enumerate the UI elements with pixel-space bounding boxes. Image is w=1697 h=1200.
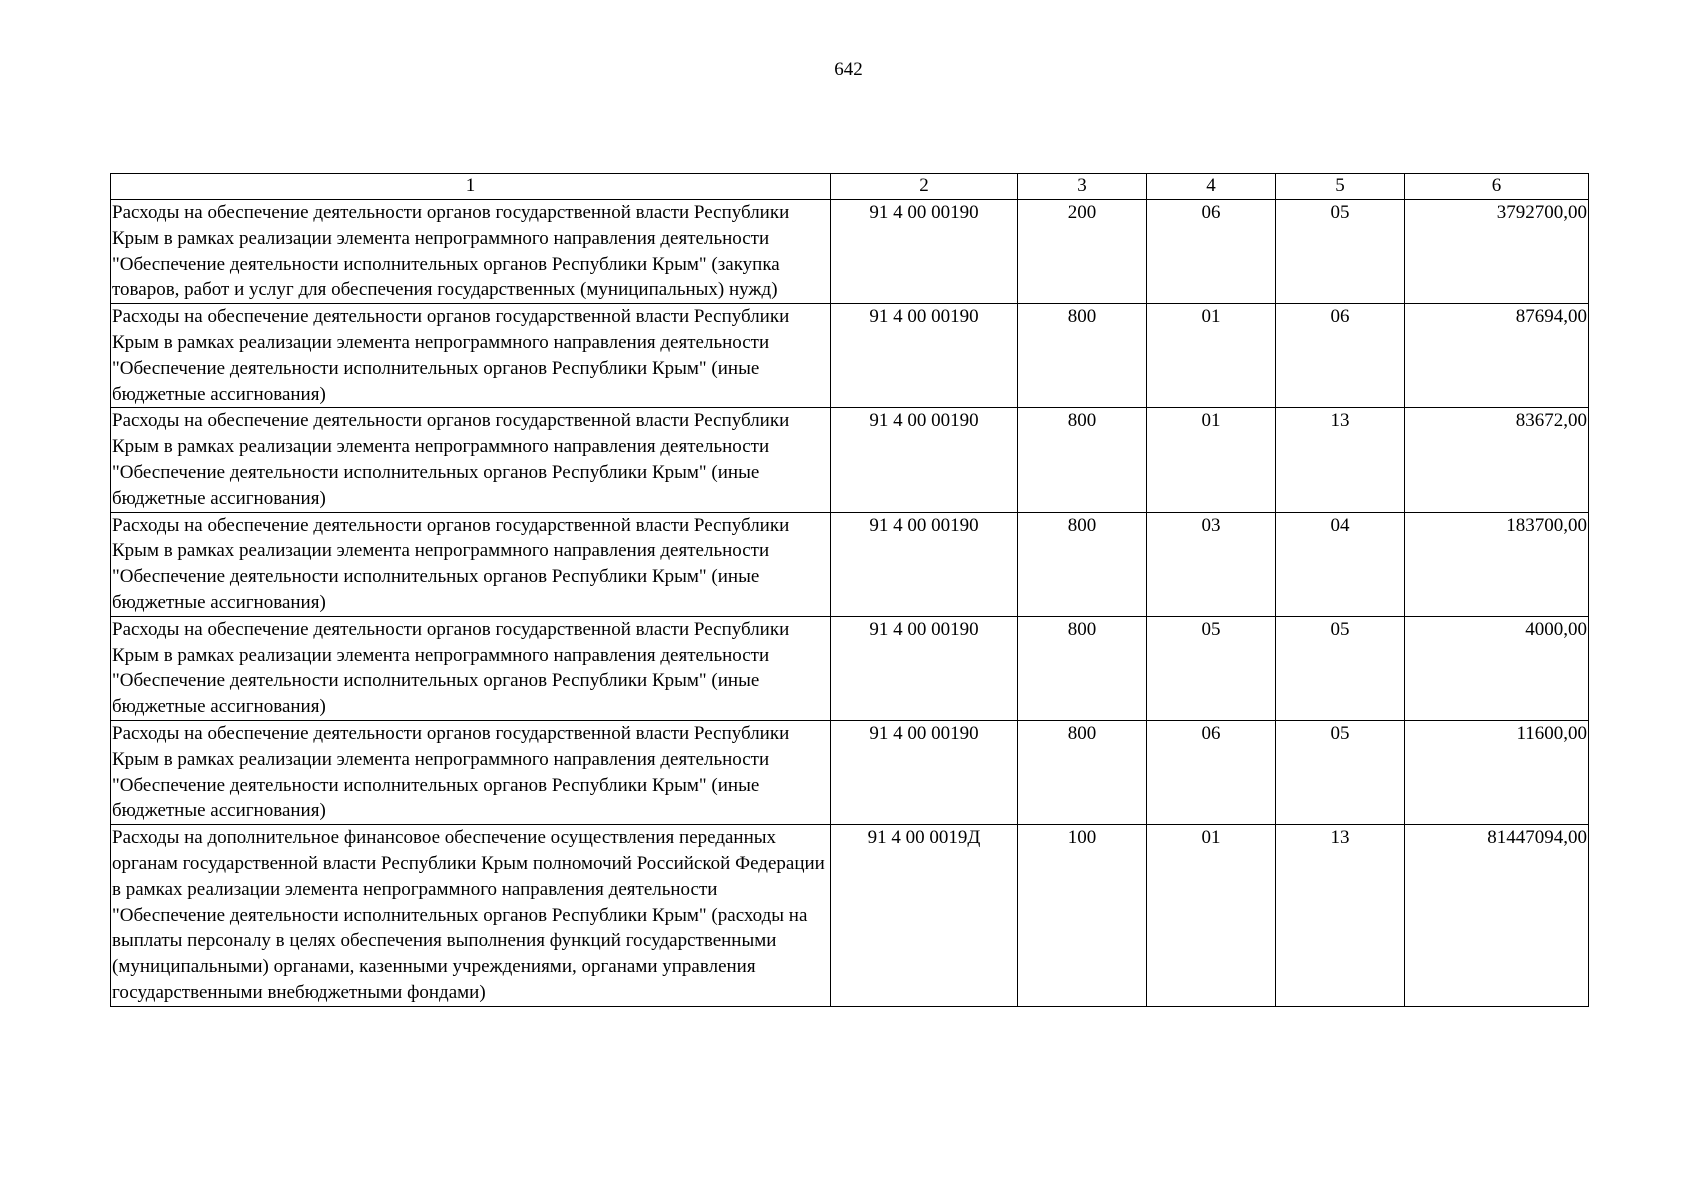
row-amount: 3792700,00 xyxy=(1405,200,1589,304)
row-description: Расходы на дополнительное финансовое обеспечение осуществления переданных органам государственной власти Республики Крым полномочий Российской Федерации в рамках реализации элемента непрограммного направления деятельности "Обеспечение деятельности исполнительных органов Республики Крым" (расходы на выплаты персоналу в целях обеспечения выполнения функций государственными (муниципальными) органами, казенными учреждениями, органами управления государственными внебюджетными фондами) xyxy=(111,825,831,1007)
row-amount: 83672,00 xyxy=(1405,408,1589,512)
row-type: 100 xyxy=(1018,825,1147,1007)
header-row xyxy=(111,174,1589,200)
header-col-2: 2 xyxy=(831,174,1018,200)
budget-table xyxy=(110,173,1589,1007)
page-number: 642 xyxy=(834,59,863,80)
row-amount: 4000,00 xyxy=(1405,616,1589,720)
header-col-1: 1 xyxy=(111,174,831,200)
header-col-5: 5 xyxy=(1276,174,1405,200)
row-description: Расходы на обеспечение деятельности органов государственной власти Республики Крым в рамках реализации элемента непрограммного направления деятельности "Обеспечение деятельности исполнительных органов Республики Крым" (иные бюджетные ассигнования) xyxy=(111,304,831,408)
row-code: 91 4 00 00190 xyxy=(831,408,1018,512)
row-type: 800 xyxy=(1018,304,1147,408)
row-subsection: 05 xyxy=(1276,616,1405,720)
row-section: 05 xyxy=(1147,616,1276,720)
row-type: 800 xyxy=(1018,616,1147,720)
row-type: 800 xyxy=(1018,720,1147,824)
row-subsection: 13 xyxy=(1276,825,1405,1007)
row-section: 01 xyxy=(1147,408,1276,512)
row-section: 06 xyxy=(1147,720,1276,824)
row-section: 01 xyxy=(1147,304,1276,408)
row-description: Расходы на обеспечение деятельности органов государственной власти Республики Крым в рамках реализации элемента непрограммного направления деятельности "Обеспечение деятельности исполнительных органов Республики Крым" (иные бюджетные ассигнования) xyxy=(111,720,831,824)
row-subsection: 05 xyxy=(1276,720,1405,824)
row-subsection: 13 xyxy=(1276,408,1405,512)
table-row xyxy=(111,825,1589,1007)
row-amount: 11600,00 xyxy=(1405,720,1589,824)
header-col-4: 4 xyxy=(1147,174,1276,200)
row-code: 91 4 00 00190 xyxy=(831,512,1018,616)
table-row xyxy=(111,512,1589,616)
table-row xyxy=(111,616,1589,720)
table-row xyxy=(111,200,1589,304)
row-code: 91 4 00 0019Д xyxy=(831,825,1018,1007)
row-code: 91 4 00 00190 xyxy=(831,616,1018,720)
row-description: Расходы на обеспечение деятельности органов государственной власти Республики Крым в рамках реализации элемента непрограммного направления деятельности "Обеспечение деятельности исполнительных органов Республики Крым" (закупка товаров, работ и услуг для обеспечения государственных (муниципальных) нужд) xyxy=(111,200,831,304)
row-subsection: 04 xyxy=(1276,512,1405,616)
row-type: 800 xyxy=(1018,512,1147,616)
row-type: 800 xyxy=(1018,408,1147,512)
row-section: 06 xyxy=(1147,200,1276,304)
row-code: 91 4 00 00190 xyxy=(831,720,1018,824)
header-col-3: 3 xyxy=(1018,174,1147,200)
row-code: 91 4 00 00190 xyxy=(831,200,1018,304)
row-amount: 87694,00 xyxy=(1405,304,1589,408)
table-row xyxy=(111,304,1589,408)
row-subsection: 06 xyxy=(1276,304,1405,408)
row-section: 03 xyxy=(1147,512,1276,616)
header-col-6: 6 xyxy=(1405,174,1589,200)
row-description: Расходы на обеспечение деятельности органов государственной власти Республики Крым в рамках реализации элемента непрограммного направления деятельности "Обеспечение деятельности исполнительных органов Республики Крым" (иные бюджетные ассигнования) xyxy=(111,408,831,512)
row-section: 01 xyxy=(1147,825,1276,1007)
row-code: 91 4 00 00190 xyxy=(831,304,1018,408)
row-type: 200 xyxy=(1018,200,1147,304)
table-row xyxy=(111,408,1589,512)
table-row xyxy=(111,720,1589,824)
row-description: Расходы на обеспечение деятельности органов государственной власти Республики Крым в рамках реализации элемента непрограммного направления деятельности "Обеспечение деятельности исполнительных органов Республики Крым" (иные бюджетные ассигнования) xyxy=(111,616,831,720)
row-description: Расходы на обеспечение деятельности органов государственной власти Республики Крым в рамках реализации элемента непрограммного направления деятельности "Обеспечение деятельности исполнительных органов Республики Крым" (иные бюджетные ассигнования) xyxy=(111,512,831,616)
row-amount: 81447094,00 xyxy=(1405,825,1589,1007)
row-subsection: 05 xyxy=(1276,200,1405,304)
row-amount: 183700,00 xyxy=(1405,512,1589,616)
